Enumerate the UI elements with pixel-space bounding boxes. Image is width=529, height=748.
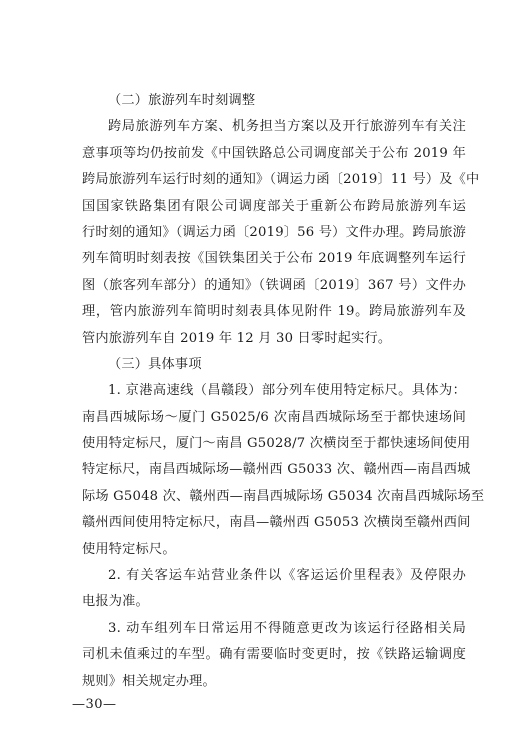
paragraph-line: 国国家铁路集团有限公司调度部关于重新公布跨局旅游列车运 bbox=[82, 198, 466, 214]
paragraph-line: 跨局旅游列车运行时刻的通知》（调运力函〔2019〕11 号）及《中 bbox=[82, 172, 480, 188]
paragraph-line: 跨局旅游列车方案、机务担当方案以及开行旅游列车有关注 bbox=[108, 119, 466, 135]
tourist-train-paragraph bbox=[82, 114, 480, 352]
paragraph-line: 意事项等均仍按前发《中国铁路总公司调度部关于公布 2019 年 bbox=[82, 145, 466, 161]
specific-item-3 bbox=[82, 616, 466, 695]
paragraph-line: 特定标尺，南昌西城际场—赣州西 G5033 次、赣州西—南昌西城 bbox=[82, 462, 471, 478]
paragraph-line: 管内旅游列车自 2019 年 12 月 30 日零时起实行。 bbox=[82, 330, 392, 346]
section-heading-tourist-train-schedule: （二）旅游列车时刻调整 bbox=[108, 93, 256, 108]
paragraph-line: 南昌西城际场～厦门 G5025/6 次南昌西城际场至于都快速场间 bbox=[82, 409, 466, 425]
specific-item-1 bbox=[82, 378, 485, 563]
paragraph-line: 使用特定标尺。 bbox=[82, 541, 176, 557]
paragraph-line: 图（旅客列车部分）的通知》（铁调函〔2019〕367 号）文件办 bbox=[82, 277, 466, 293]
paragraph-line: 理，管内旅游列车简明时刻表具体见附件 19。跨局旅游列车及 bbox=[82, 304, 466, 320]
paragraph-line: 3. 动车组列车日常运用不得随意更改为该运行径路相关局 bbox=[108, 620, 466, 636]
section-heading-specific-items: （三）具体事项 bbox=[108, 356, 202, 372]
paragraph-line: 际场 G5048 次、赣州西—南昌西城际场 G5034 次南昌西城际场至 bbox=[82, 488, 485, 504]
paragraph-line: 赣州西间使用特定标尺，南昌—赣州西 G5053 次横岗至赣州西间 bbox=[82, 515, 471, 531]
paragraph-line: 电报为准。 bbox=[82, 594, 149, 610]
specific-item-2 bbox=[82, 563, 466, 616]
paragraph-line: 规则》相关规定办理。 bbox=[82, 673, 216, 689]
paragraph-line: 使用特定标尺，厦门～南昌 G5028/7 次横岗至于都快速场间使用 bbox=[82, 436, 471, 452]
paragraph-line: 司机未值乘过的车型。确有需要临时变更时，按《铁路运输调度 bbox=[82, 647, 466, 663]
document-page bbox=[82, 88, 485, 695]
page-number: —30— bbox=[72, 697, 117, 712]
paragraph-line: 2. 有关客运车站营业条件以《客运运价里程表》及停限办 bbox=[108, 568, 466, 584]
paragraph-line: 行时刻的通知》（调运力函〔2019〕56 号）文件办理。跨局旅游 bbox=[82, 224, 467, 240]
paragraph-line: 1. 京港高速线（昌赣段）部分列车使用特定标尺。具体为： bbox=[108, 383, 466, 399]
paragraph-line: 列车简明时刻表按《国铁集团关于公布 2019 年底调整列车运行 bbox=[82, 251, 466, 267]
